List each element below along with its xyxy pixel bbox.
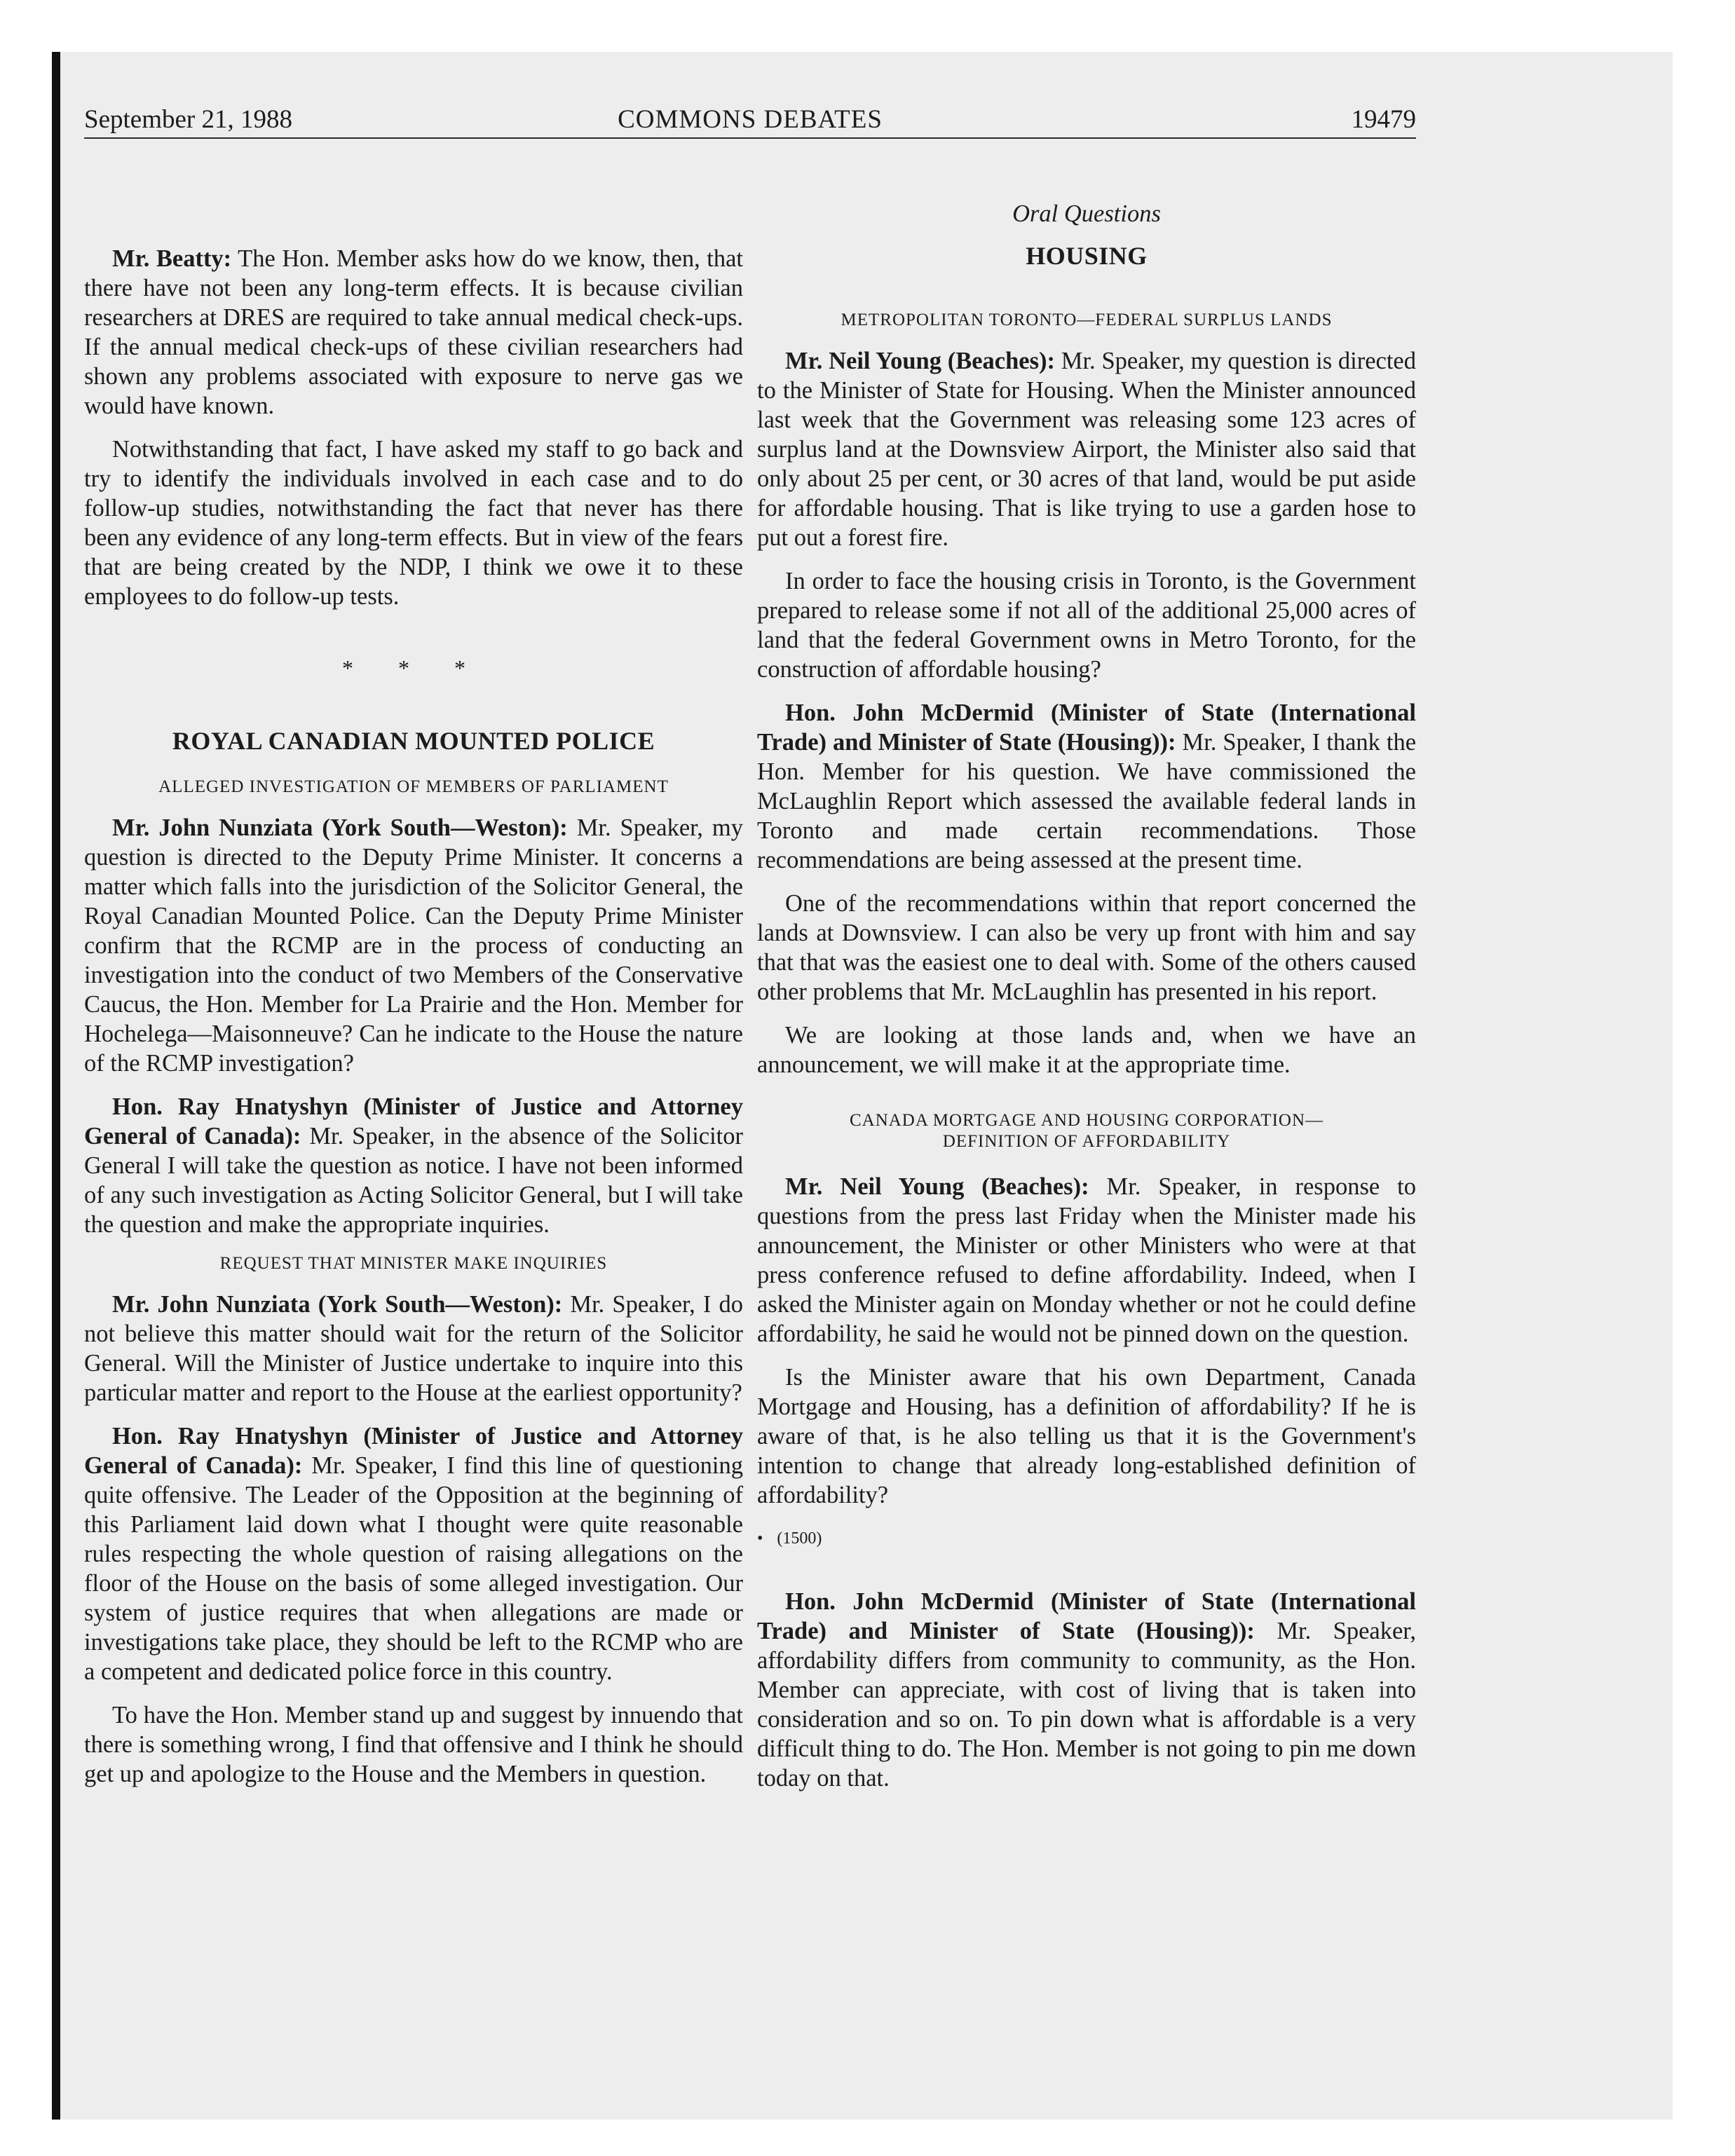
- running-head: Oral Questions: [1012, 200, 1161, 227]
- speech-text: Mr. Speaker, in response to questions from the press last Friday when the Minister made his announcement, the Minister or other Ministers who were at that press conference refused to define affordability. Indeed, when I asked the Minister again on Monday whether or not he could define affordability, he said he would not be pinned down on the question.: [757, 1173, 1417, 1347]
- paragraph-young-2-cont: Is the Minister aware that his own Department, Canada Mortgage and Housing, has a definition of affordability? If he is aware of that, is he also telling us that it is the Government's intention to change that already long-established definition of affordability?: [757, 1364, 1416, 1508]
- header-rule: [84, 137, 1416, 139]
- paragraph-hnatyshyn-2: [84, 1421, 743, 1686]
- speech-text: Mr. Speaker, I thank the Hon. Member for his question. We have commissioned the McLaughlin Report which assessed the available federal lands in Toronto and made certain recommendations. Those recommendations are being assessed at the present time.: [757, 729, 1417, 873]
- speech-text: Mr. Speaker, my question is directed to the Minister of State for Housing. When the Minister announced last week that the Government was releasing some 123 acres of surplus land at the Downsview Airport, the Minister also said that only about 25 per cent, or 30 acres of that land, would be put aside for affordable housing. That is like trying to use a garden hose to put out a forest fire.: [757, 348, 1416, 551]
- speaker-name: Mr. John Nunziata (York South—Weston):: [112, 814, 568, 841]
- speaker-name: Mr. John Nunziata (York South—Weston):: [112, 1291, 563, 1318]
- paragraph-mcdermid-1: [757, 698, 1416, 875]
- subhead-line: CANADA MORTGAGE AND HOUSING CORPORATION—: [849, 1111, 1324, 1130]
- section-title-rcmp: ROYAL CANADIAN MOUNTED POLICE: [172, 727, 655, 755]
- paragraph-young-2: [757, 1172, 1416, 1349]
- time-marker: [757, 1524, 1416, 1553]
- speaker-name: Mr. Beatty:: [112, 245, 232, 272]
- header-date: September 21, 1988: [84, 105, 292, 134]
- speech-text: Mr. Speaker, in the absence of the Solicitor General I will take the question as notice. I have not been informed of any such investigation as Acting Solicitor General, but I will take the question and make the appropriate inquiries.: [84, 1123, 743, 1238]
- right-column: [757, 144, 1416, 1807]
- subhead-alleged-investigation: ALLEGED INVESTIGATION OF MEMBERS OF PARLIAMENT: [158, 777, 669, 796]
- section-title-housing: HOUSING: [1026, 242, 1148, 270]
- paragraph-mcdermid-1-cont-1: One of the recommendations within that report concerned the lands at Downsview. I can also be very up front with him and say that that was the easiest one to deal with. Some of the others caused other problems that Mr. McLaughlin has presented in his report.: [757, 890, 1416, 1005]
- speech-text: The Hon. Member asks how do we know, then, that there have not been any long-term effects. It is because civilian researchers at DRES are required to take annual medical check-ups. If the annual medical check-ups of these civilian researchers had shown any problems associated with exposure to nerve gas we would have known.: [84, 245, 743, 419]
- paragraph-mcdermid-1-cont-2: We are looking at those lands and, when we have an announcement, we will make it at the appropriate time.: [757, 1022, 1416, 1078]
- paragraph-beatty-cont: Notwithstanding that fact, I have asked my staff to go back and try to identify the individuals involved in each case and to do follow-up studies, notwithstanding the fact that never has there been any evidence of any long-term effects. But in view of the fears that are being created by the NDP, I think we owe it to these employees to do follow-up tests.: [84, 436, 743, 610]
- paragraph-nunziata-1: [84, 813, 743, 1078]
- bullet-icon: •: [757, 1529, 763, 1548]
- speech-text: Mr. Speaker, my question is directed to the Deputy Prime Minister. It concerns a matter which falls into the jurisdiction of the Solicitor General, the Royal Canadian Mounted Police. Can the Deputy Prime Minister confirm that the RCMP are in the process of conducting an investigation into the conduct of two Members of the Conservative Caucus, the Hon. Member for La Prairie and the Hon. Member for Hochelega—Maisonneuve? Can he indicate to the House the nature of the RCMP investigation?: [84, 814, 743, 1077]
- speech-text: Mr. Speaker, I find this line of questioning quite offensive. The Leader of the Opposition at the beginning of this Parliament laid down what I thought were quite reasonable rules respecting the whole question of raising allegations on the floor of the House on the basis of some alleged investigation. Our system of justice requires that when allegations are made or investigations take place, they should be left to the RCMP who are a competent and dedicated police force in this country.: [84, 1452, 744, 1685]
- speaker-name: Mr. Neil Young (Beaches):: [785, 348, 1056, 374]
- speaker-name: Mr. Neil Young (Beaches):: [785, 1173, 1089, 1200]
- page-header: [84, 93, 1416, 135]
- header-page-number: 19479: [1351, 105, 1416, 134]
- section-separator: * * *: [342, 655, 485, 681]
- speech-text: Mr. Speaker, I do not believe this matter should wait for the return of the Solicitor General. Will the Minister of Justice undertake to inquire into this particular matter and report to the House at the earliest opportunity?: [84, 1291, 743, 1406]
- speaker-name: Hon. John McDermid (Minister of State (International Trade) and Minister of State (Housing)):: [757, 1588, 1416, 1644]
- subhead-request-inquiries: REQUEST THAT MINISTER MAKE INQUIRIES: [219, 1254, 608, 1273]
- paragraph-young-1: [757, 346, 1416, 552]
- paragraph-hnatyshyn-2-cont: To have the Hon. Member stand up and suggest by innuendo that there is something wrong, I find that offensive and I think he should get up and apologize to the House and the Members in question.: [84, 1702, 743, 1787]
- time-marker-text: (1500): [777, 1529, 822, 1548]
- subhead-toronto-lands: METROPOLITAN TORONTO—FEDERAL SURPLUS LANDS: [841, 311, 1333, 329]
- speaker-name: Hon. Ray Hnatyshyn (Minister of Justice and Attorney General of Canada):: [84, 1423, 743, 1479]
- paragraph-hnatyshyn-1: [84, 1092, 743, 1239]
- subhead-cmhc-affordability: [757, 1110, 1416, 1152]
- paragraph-beatty: [84, 244, 743, 421]
- speaker-name: Hon. John McDermid (Minister of State (International Trade) and Minister of State (Housing)):: [757, 700, 1416, 756]
- scan-edge: [52, 52, 60, 2120]
- speaker-name: Hon. Ray Hnatyshyn (Minister of Justice and Attorney General of Canada):: [84, 1093, 743, 1149]
- paragraph-young-1-cont: In order to face the housing crisis in Toronto, is the Government prepared to release some if not all of the additional 25,000 acres of land that the federal Government owns in Metro Toronto, for the construction of affordable housing?: [757, 568, 1416, 683]
- subhead-line: DEFINITION OF AFFORDABILITY: [942, 1132, 1231, 1151]
- left-column: [84, 144, 743, 1803]
- paragraph-mcdermid-2: [757, 1587, 1416, 1793]
- paragraph-nunziata-2: [84, 1290, 743, 1407]
- speech-text: Mr. Speaker, affordability differs from community to community, as the Hon. Member can appreciate, with cost of living that is taken into consideration and so on. To pin down what is affordable is a very difficult thing to do. The Hon. Member is not going to pin me down today on that.: [757, 1618, 1417, 1792]
- header-title: COMMONS DEBATES: [618, 105, 883, 134]
